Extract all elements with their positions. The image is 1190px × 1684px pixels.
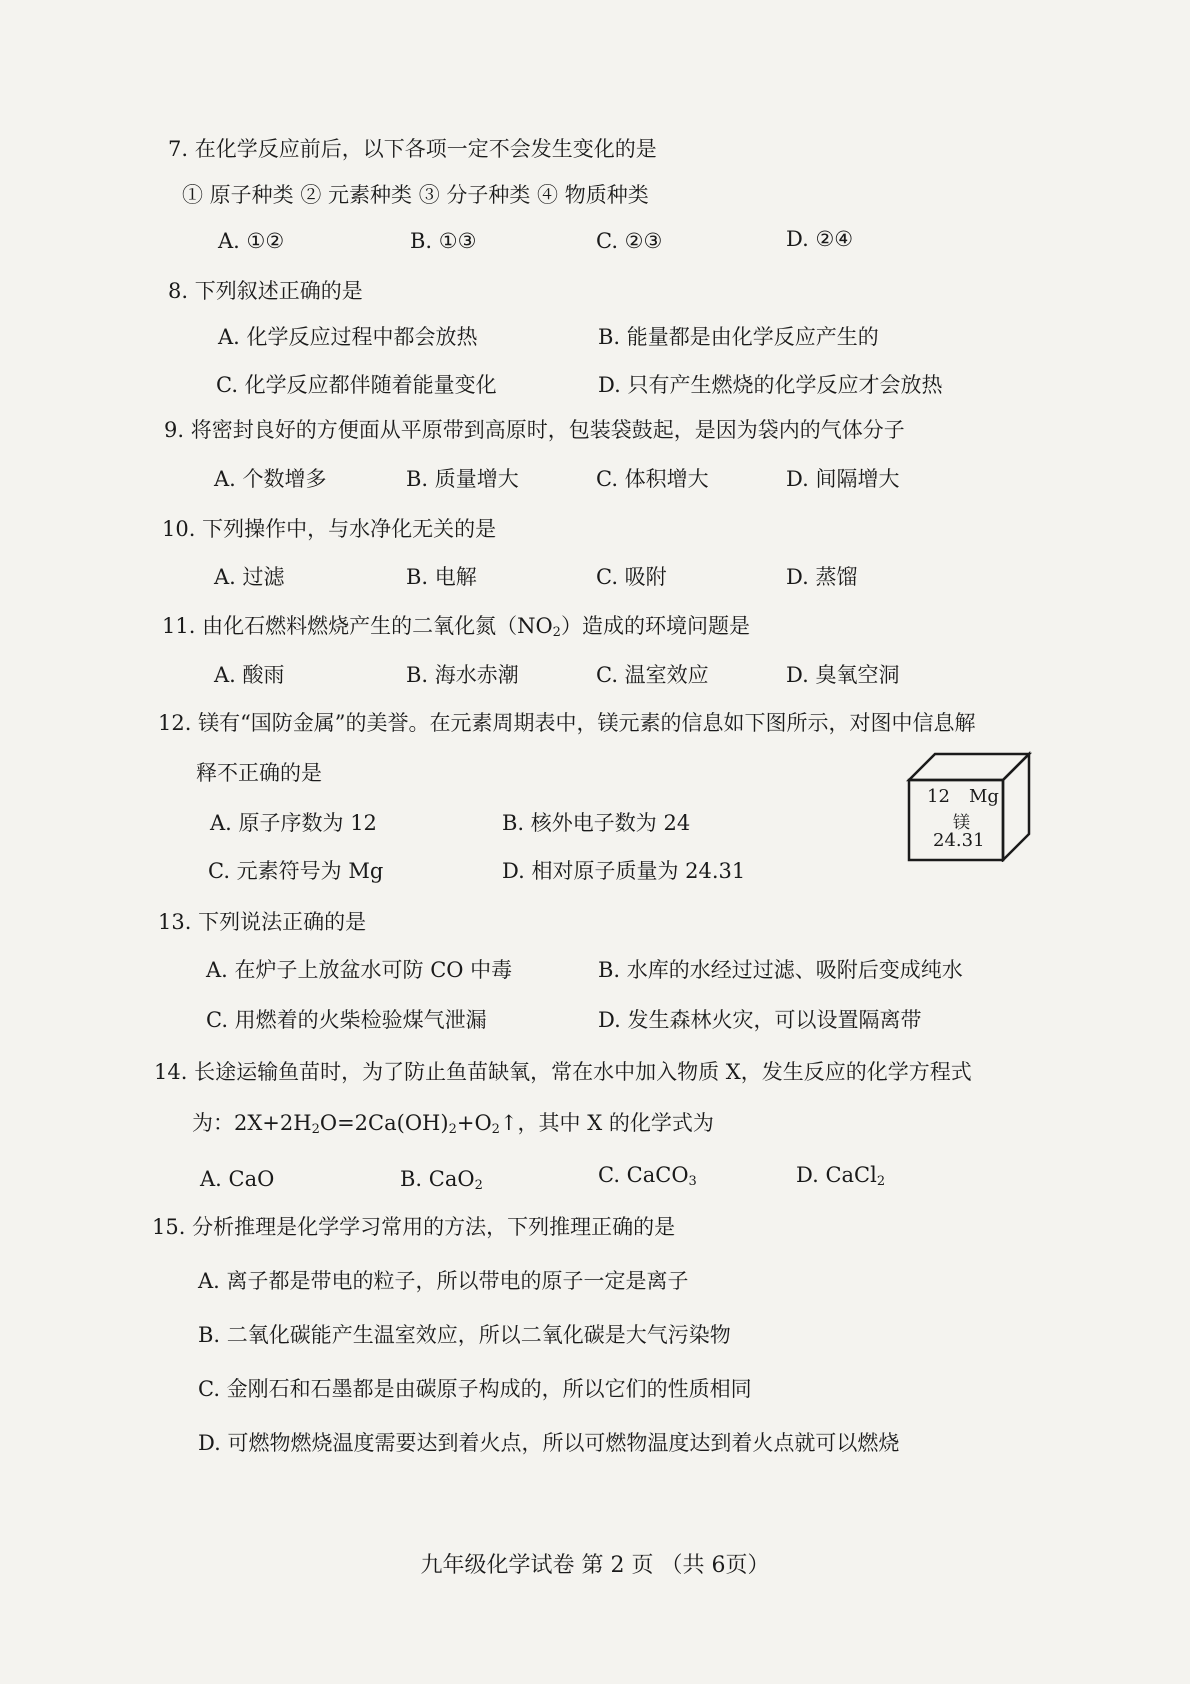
subscript: 2 xyxy=(474,1178,483,1193)
question-7-stem: 7. 在化学反应前后，以下各项一定不会发生变化的是 xyxy=(168,137,657,161)
question-14-equation xyxy=(192,1108,714,1145)
element-name: 镁 xyxy=(953,813,970,833)
option-text: C. CaCO xyxy=(598,1163,689,1187)
question-15-option-b: B. 二氧化碳能产生温室效应，所以二氧化碳是大气污染物 xyxy=(198,1323,731,1347)
option-text: D. CaCl xyxy=(796,1163,877,1187)
question-9-option-b: B. 质量增大 xyxy=(406,467,519,491)
atomic-number: 12 xyxy=(927,786,950,807)
question-13-stem: 13. 下列说法正确的是 xyxy=(158,910,367,934)
question-14-option-a: A. CaO xyxy=(200,1167,275,1191)
question-8-stem: 8. 下列叙述正确的是 xyxy=(168,279,363,303)
equation-part: +O xyxy=(456,1111,492,1135)
question-12-option-c: C. 元素符号为 Mg xyxy=(208,859,384,883)
question-12-stem-line2: 释不正确的是 xyxy=(196,761,322,785)
question-15-option-a: A. 离子都是带电的粒子，所以带电的原子一定是离子 xyxy=(198,1269,689,1293)
question-10-option-a: A. 过滤 xyxy=(214,565,285,589)
subscript: 2 xyxy=(876,1174,886,1189)
question-15-option-c: C. 金刚石和石墨都是由碳原子构成的，所以它们的性质相同 xyxy=(198,1377,752,1401)
question-11-option-c: C. 温室效应 xyxy=(596,663,709,687)
question-7-option-c: C. ②③ xyxy=(596,229,663,253)
question-9-option-c: C. 体积增大 xyxy=(596,467,709,491)
question-12-option-d: D. 相对原子质量为 24.31 xyxy=(502,859,746,883)
question-15-option-d: D. 可燃物燃烧温度需要达到着火点，所以可燃物温度达到着火点就可以燃烧 xyxy=(198,1431,900,1455)
question-8-option-c: C. 化学反应都伴随着能量变化 xyxy=(216,373,497,397)
subscript: 3 xyxy=(688,1174,697,1189)
question-12-option-b: B. 核外电子数为 24 xyxy=(502,811,691,835)
subscript: 2 xyxy=(311,1122,320,1137)
question-15-stem: 15. 分析推理是化学学习常用的方法，下列推理正确的是 xyxy=(152,1215,676,1239)
question-7-items: ① 原子种类 ② 元素种类 ③ 分子种类 ④ 物质种类 xyxy=(182,183,649,207)
question-14-option-b xyxy=(400,1164,483,1201)
question-10-stem: 10. 下列操作中，与水净化无关的是 xyxy=(162,517,497,541)
atomic-mass: 24.31 xyxy=(933,830,985,851)
question-7-option-a: A. ①② xyxy=(218,229,285,253)
subscript: 2 xyxy=(552,625,561,640)
question-14-stem: 14. 长途运输鱼苗时，为了防止鱼苗缺氧，常在水中加入物质 X，发生反应的化学方程式 xyxy=(154,1060,972,1084)
question-11-option-d: D. 臭氧空洞 xyxy=(786,663,900,687)
question-8-option-d: D. 只有产生燃烧的化学反应才会放热 xyxy=(598,373,943,397)
equation-part: O=2Ca(OH) xyxy=(319,1111,449,1135)
question-13-option-c: C. 用燃着的火柴检验煤气泄漏 xyxy=(206,1008,487,1032)
question-13-option-a: A. 在炉子上放盆水可防 CO 中毒 xyxy=(206,958,513,982)
equation-part: 为：2X+2H xyxy=(192,1111,312,1135)
question-9-stem: 9. 将密封良好的方便面从平原带到高原时，包装袋鼓起，是因为袋内的气体分子 xyxy=(164,418,905,442)
subscript: 2 xyxy=(491,1122,500,1137)
question-11-stem-part: 11. 由化石燃料燃烧产生的二氧化氮（NO xyxy=(162,614,553,638)
question-9-option-a: A. 个数增多 xyxy=(214,467,327,491)
question-11-option-b: B. 海水赤潮 xyxy=(406,663,519,687)
question-10-option-d: D. 蒸馏 xyxy=(786,565,858,589)
question-10-option-c: C. 吸附 xyxy=(596,565,667,589)
question-13-option-b: B. 水库的水经过过滤、吸附后变成纯水 xyxy=(598,958,963,982)
option-text: B. CaO xyxy=(400,1167,475,1191)
question-13-option-d: D. 发生森林火灾，可以设置隔离带 xyxy=(598,1008,922,1032)
question-11-stem xyxy=(162,611,750,648)
question-8-option-a: A. 化学反应过程中都会放热 xyxy=(218,325,478,349)
question-12-option-a: A. 原子序数为 12 xyxy=(210,811,377,835)
question-7-option-b: B. ①③ xyxy=(410,229,477,253)
element-symbol: Mg xyxy=(969,786,999,807)
question-14-option-c xyxy=(598,1160,697,1197)
question-8-option-b: B. 能量都是由化学反应产生的 xyxy=(598,325,879,349)
question-9-option-d: D. 间隔增大 xyxy=(786,467,900,491)
equation-part: ↑，其中 X 的化学式为 xyxy=(499,1111,714,1135)
question-10-option-b: B. 电解 xyxy=(406,565,477,589)
subscript: 2 xyxy=(448,1122,457,1137)
page-footer: 九年级化学试卷 第 2 页 （共 6页） xyxy=(420,1553,770,1578)
question-11-stem-part: ）造成的环境问题是 xyxy=(560,614,750,638)
question-12-stem-line1: 12. 镁有“国防金属”的美誉。在元素周期表中，镁元素的信息如下图所示，对图中信息解 xyxy=(158,711,976,735)
question-11-option-a: A. 酸雨 xyxy=(214,663,285,687)
question-7-option-d: D. ②④ xyxy=(786,227,854,251)
magnesium-element-card xyxy=(905,750,1033,860)
question-14-option-d xyxy=(796,1160,885,1197)
